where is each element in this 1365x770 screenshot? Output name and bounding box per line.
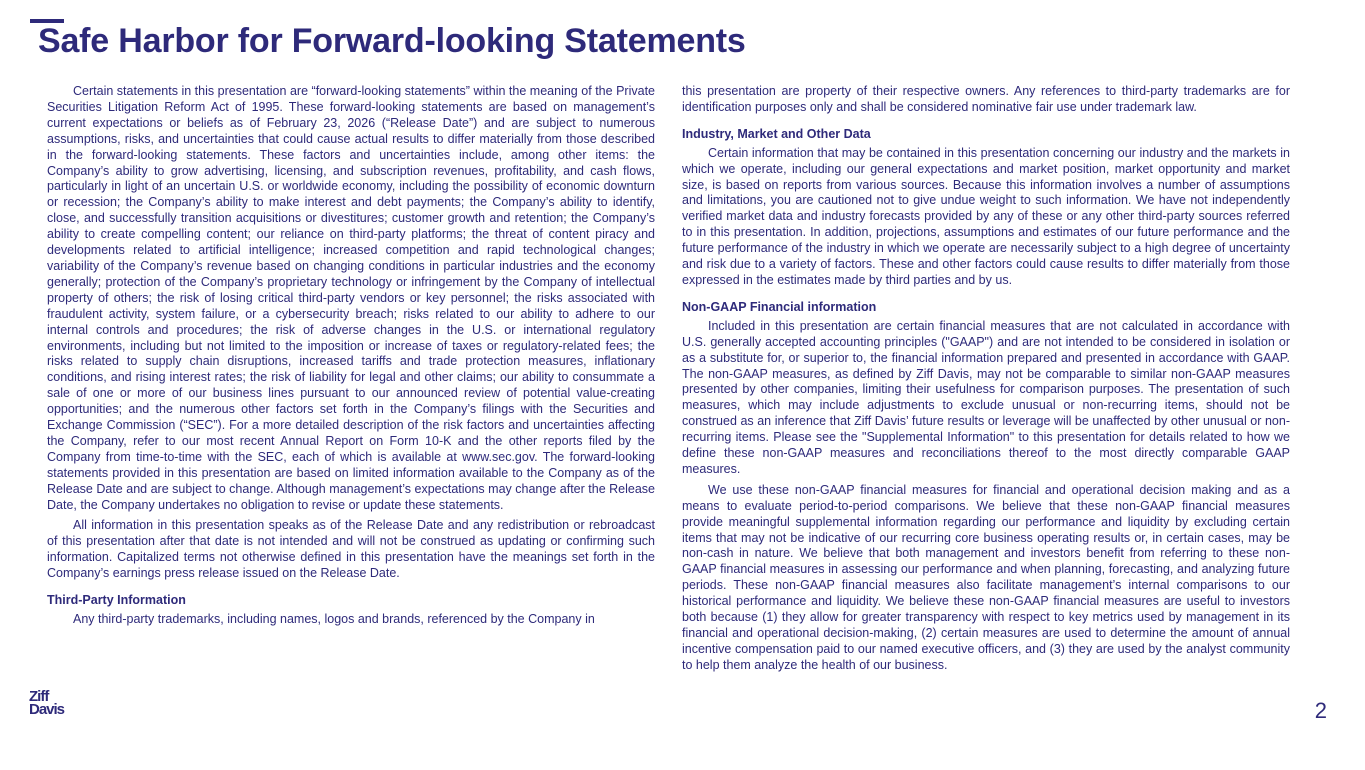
logo-line-1: Ziff (29, 688, 49, 705)
non-gaap-heading: Non-GAAP Financial information (682, 299, 877, 314)
industry-data-heading: Industry, Market and Other Data (682, 126, 871, 141)
page-title: Safe Harbor for Forward-looking Statements (38, 22, 746, 60)
ziff-davis-logo (29, 690, 64, 716)
non-gaap-paragraph-2: We use these non-GAAP financial measures for financial and operational decision making and as a means to evaluate period-to-period comparisons. We believe that these non-GAAP financial measures provide meaningful supplemental information regarding our performance and liquidity by excluding certain items that may not be indicative of our recurring core business operating results or, in certain cases, may be non-cash in nature. We believe that both management and investors benefit from referring to these non-GAAP financial measures in assessing our performance and when planning, forecasting, and analyzing future periods. These non-GAAP financial measures also facilitate management’s internal comparisons to our historical performance and liquidity. We believe these non-GAAP financial measures are useful to investors both because (1) they allow for greater transparency with respect to key metrics used by management in its financial and operational decision-making, (2) certain measures are used to determine the amount of annual incentive compensation paid to our named executive officers, and (3) they are used by the analyst community to help them analyze the health of our business. (682, 482, 1290, 672)
release-date-paragraph: All information in this presentation speaks as of the Release Date and any redistribution or rebroadcast of this presentation after that date is not intended and will not be construed as updating or confirming such information. Capitalized terms not otherwise defined in this presentation have the meanings set forth in the Company’s earnings press release issued on the Release Date. (47, 518, 655, 581)
left-column (47, 84, 655, 633)
third-party-paragraph-continued: this presentation are property of their respective owners. Any references to third-party trademarks are for identification purposes only and shall be considered nominative fair use under trademark law. (682, 84, 1290, 114)
logo-line-2: Davis (29, 701, 65, 718)
third-party-heading: Third-Party Information (47, 593, 186, 608)
page-number: 2 (1314, 698, 1327, 723)
third-party-paragraph: Any third-party trademarks, including names, logos and brands, referenced by the Company in (73, 612, 595, 626)
right-column (682, 84, 1290, 679)
forward-looking-paragraph: Certain statements in this presentation are “forward-looking statements” within the meaning of the Private Securities Litigation Reform Act of 1995. These forward-looking statements are based on management’s current expectations or beliefs as of February 23, 2026 (“Release Date”) and are subject to numerous assumptions, risks, and uncertainties that could cause actual results to differ materially from those described in the forward-looking statements. These factors and uncertainties include, among other items: the Company’s ability to grow advertising, licensing, and subscription revenues, profitability, and cash flows, particularly in light of an uncertain U.S. or worldwide economy, including the possibility of economic downturn or recession; the Company’s ability to make interest and debt payments; the Company’s ability to identify, close, and successfully transition acquisitions or divestitures; customer growth and retention; the Company’s ability to create compelling content; our reliance on third-party platforms; the threat of content piracy and developments related to artificial intelligence; increased competition and rapid technological changes; variability of the Company’s revenue based on changing conditions in particular industries and the economy generally; protection of the Company’s proprietary technology or infringement by the Company of intellectual property of others; the risk of losing critical third-party vendors or key personnel; the risks associated with fraudulent activity, system failure, or a cybersecurity breach; risks related to our ability to adhere to our internal controls and procedures; the risk of adverse changes in the U.S. or international regulatory environments, including but not limited to the imposition or increase of taxes or regulatory-related fees; the risks related to supply chain disruptions, increased tariffs and trade protection measures, inflationary conditions, and rising interest rates; the risk of liability for legal and other claims; our ability to consummate a sale of one or more of our business lines pursuant to our announced review of potential value-creating opportunities; and the numerous other factors set forth in the Company’s filings with the Securities and Exchange Commission (“SEC”). For a more detailed description of the risk factors and uncertainties affecting the Company, refer to our most recent Annual Report on Form 10-K and the other reports filed by the Company from time-to-time with the SEC, each of which is available at www.sec.gov. The forward-looking statements provided in this presentation are based on limited information available to the Company as of the Release Date and are subject to change. Although management’s expectations may change after the Release Date, the Company undertakes no obligation to revise or update these statements. (47, 84, 655, 512)
industry-data-paragraph: Certain information that may be contained in this presentation concerning our industry and the markets in which we operate, including our general expectations and market position, market opportunity and market size, is based on reports from various sources. Because this information involves a number of assumptions and limitations, you are cautioned not to give undue weight to such information. We have not independently verified market data and industry forecasts provided by any of these or any other third-party sources referred to in this presentation. In addition, projections, assumptions and estimates of our future performance and the future performance of the industry in which we operate are necessarily subject to a high degree of uncertainty and risk due to a variety of factors. These and other factors could cause results to differ materially from those expressed in the estimates made by third parties and by us. (682, 145, 1290, 287)
non-gaap-paragraph-1: Included in this presentation are certain financial measures that are not calculated in accordance with U.S. generally accepted accounting principles ("GAAP") and are not intended to be considered in isolation or as a substitute for, or superior to, the financial information prepared and presented in accordance with GAAP. The non-GAAP measures, as defined by Ziff Davis, may not be comparable to similar non-GAAP measures presented by other companies, limiting their usefulness for comparison purposes. The presentation of such measures, which may include adjustments to exclude unusual or non-recurring items, should not be construed as an inference that Ziff Davis’ future results or leverage will be unaffected by other unusual or non-recurring items. Please see the "Supplemental Information" to this presentation for details related to how we define these non-GAAP measures and reconciliations thereof to the most directly comparable GAAP measures. (682, 318, 1290, 476)
